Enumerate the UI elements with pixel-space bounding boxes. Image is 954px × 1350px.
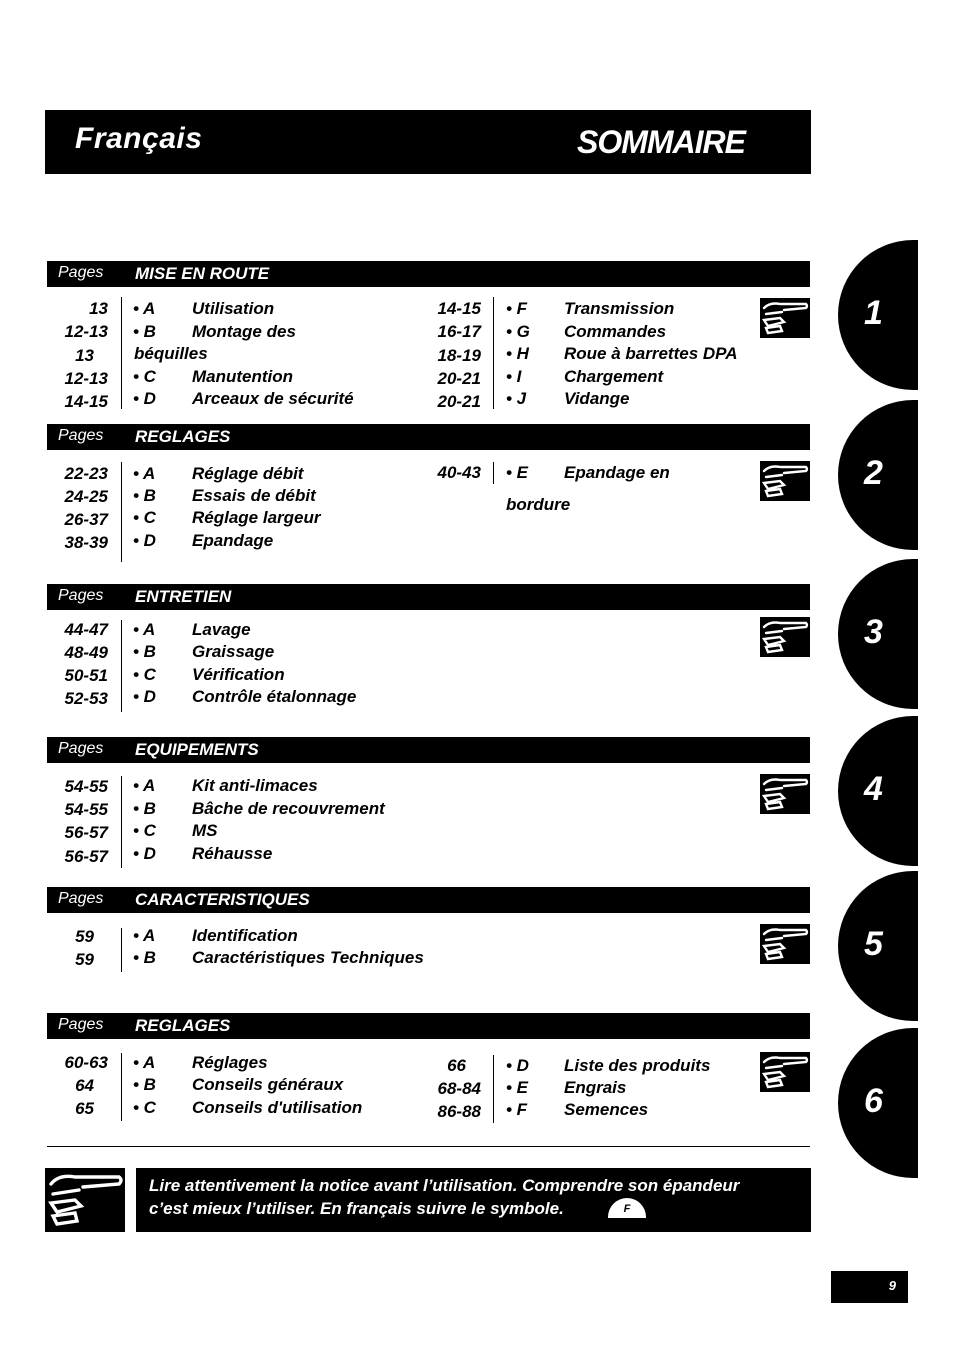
section-bar <box>47 261 810 287</box>
entry-label: Réglages <box>192 1053 268 1072</box>
entry-label: Vérification <box>192 665 285 684</box>
entry-label: Conseils généraux <box>192 1075 344 1094</box>
pointing-hand-icon <box>760 617 810 657</box>
entry-pages: 52-53 <box>64 689 108 708</box>
entry-pages: 48-49 <box>64 643 108 662</box>
pages-label: Pages <box>58 1016 104 1033</box>
entry-letter: • C <box>133 508 156 527</box>
pointing-hand-icon <box>45 1168 125 1232</box>
entry-label: Montage des <box>192 322 296 341</box>
entry-pages: 60-63 <box>64 1053 108 1072</box>
section-bar <box>47 887 810 913</box>
entry-letter: • I <box>506 367 522 386</box>
entry-pages: 64 <box>75 1076 94 1095</box>
page-number: 9 <box>888 1278 896 1293</box>
chapter-tab-1[interactable] <box>838 240 918 390</box>
divider-line <box>121 776 122 868</box>
entry-label: Manutention <box>192 367 294 386</box>
entry-label: Epandage en <box>564 463 670 482</box>
entry-letter: • D <box>133 389 156 408</box>
section-bar <box>47 424 810 450</box>
pointing-hand-icon <box>760 461 810 501</box>
entry-letter: • B <box>133 322 156 341</box>
tab-number: 3 <box>864 613 883 651</box>
entry-letter: • C <box>133 1098 156 1117</box>
entry-pages: 14-15 <box>64 392 108 411</box>
tab-number: 2 <box>864 454 883 492</box>
entry-label: bordure <box>506 495 571 514</box>
entry-label: béquilles <box>134 344 208 363</box>
pointing-hand-icon <box>760 774 810 814</box>
entry-label: Contrôle étalonnage <box>192 687 357 706</box>
entry-pages: 59 <box>75 927 94 946</box>
entry-label: Kit anti-limaces <box>192 776 318 795</box>
entry-letter: • C <box>133 367 156 386</box>
entry-letter: • A <box>133 620 156 639</box>
entry-label: Lavage <box>192 620 251 639</box>
entry-pages: 56-57 <box>64 823 108 842</box>
entry-pages: 54-55 <box>64 800 108 819</box>
section-bar <box>47 1013 810 1039</box>
section-title: MISE EN ROUTE <box>135 264 270 283</box>
entry-pages: 14-15 <box>437 299 481 318</box>
entry-letter: • B <box>133 486 156 505</box>
pointing-hand-icon <box>760 924 810 964</box>
divider-line <box>121 1053 122 1121</box>
chapter-tab-4[interactable] <box>838 716 918 866</box>
entry-pages: 18-19 <box>437 346 481 365</box>
notice-line-2: c’est mieux l’utiliser. En français suivre le symbole. <box>149 1199 564 1218</box>
entry-pages: 54-55 <box>64 777 108 796</box>
entry-label: Conseils d'utilisation <box>192 1098 363 1117</box>
entry-pages: 68-84 <box>437 1079 481 1098</box>
entry-letter: • G <box>506 322 530 341</box>
pages-label: Pages <box>58 264 104 281</box>
entry-pages: 59 <box>75 950 94 969</box>
pointing-hand-icon <box>760 1052 810 1092</box>
entry-letter: • F <box>506 1100 528 1119</box>
section-title: EQUIPEMENTS <box>135 740 259 759</box>
entry-pages: 20-21 <box>437 392 481 411</box>
notice-line-1: Lire attentivement la notice avant l’utilisation. Comprendre son épandeur <box>149 1176 740 1195</box>
divider-line <box>493 462 494 484</box>
language-badge: F <box>608 1198 646 1218</box>
entry-label: Roue à barrettes DPA <box>564 344 738 363</box>
entry-label: Epandage <box>192 531 274 550</box>
entry-letter: • D <box>506 1056 529 1075</box>
entry-pages: 65 <box>75 1099 94 1118</box>
entry-label: Commandes <box>564 322 667 341</box>
page-number-box <box>831 1271 908 1303</box>
entry-letter: • H <box>506 344 529 363</box>
section-title: REGLAGES <box>135 427 231 446</box>
divider-line <box>121 297 122 409</box>
entry-label: Réglage débit <box>192 464 304 483</box>
section-bar <box>47 584 810 610</box>
entry-label: Chargement <box>564 367 664 386</box>
entry-label: Graissage <box>192 642 275 661</box>
entry-pages: 22-23 <box>64 464 108 483</box>
tab-number: 5 <box>864 925 883 963</box>
entry-letter: • A <box>133 926 156 945</box>
entry-pages: 40-43 <box>437 463 481 482</box>
entry-label: Identification <box>192 926 298 945</box>
entry-letter: • B <box>133 799 156 818</box>
entry-pages: 16-17 <box>437 322 481 341</box>
entry-label: Semences <box>564 1100 649 1119</box>
section-title: ENTRETIEN <box>135 587 232 606</box>
divider-line <box>493 297 494 409</box>
divider-line <box>121 928 122 972</box>
section-bar <box>47 737 810 763</box>
entry-pages: 13 <box>89 299 108 318</box>
entry-label: Engrais <box>564 1078 627 1097</box>
entry-label: Bâche de recouvrement <box>192 799 385 818</box>
pointing-hand-icon <box>760 298 810 338</box>
entry-label: Caractéristiques Techniques <box>192 948 424 967</box>
pages-label: Pages <box>58 427 104 444</box>
entry-pages: 38-39 <box>64 533 108 552</box>
entry-letter: • D <box>133 844 156 863</box>
pages-label: Pages <box>58 587 104 604</box>
chapter-tab-3[interactable] <box>838 559 918 709</box>
divider-line <box>121 620 122 712</box>
entry-label: Transmission <box>564 299 675 318</box>
entry-letter: • F <box>506 299 528 318</box>
section-title: REGLAGES <box>135 1016 231 1035</box>
entry-label: Utilisation <box>192 299 275 318</box>
pages-label: Pages <box>58 890 104 907</box>
tab-number: 4 <box>864 770 883 808</box>
entry-label: Arceaux de sécurité <box>192 389 354 408</box>
entry-pages: 44-47 <box>64 620 108 639</box>
entry-pages: 56-57 <box>64 847 108 866</box>
entry-letter: • B <box>133 1075 156 1094</box>
divider-line <box>121 462 122 562</box>
entry-letter: • D <box>133 687 156 706</box>
divider-rule <box>47 1146 810 1147</box>
entry-pages: 20-21 <box>437 369 481 388</box>
entry-pages: 26-37 <box>64 510 108 529</box>
entry-letter: • A <box>133 299 156 318</box>
entry-letter: • C <box>133 821 156 840</box>
page-title: SOMMAIRE <box>577 124 745 160</box>
entry-letter: • B <box>133 948 156 967</box>
entry-letter: • A <box>133 464 156 483</box>
pages-label: Pages <box>58 740 104 757</box>
entry-letter: • B <box>133 642 156 661</box>
entry-letter: • A <box>133 776 156 795</box>
tab-number: 6 <box>864 1082 883 1120</box>
section-title: CARACTERISTIQUES <box>135 890 310 909</box>
entry-letter: • E <box>506 463 529 482</box>
entry-label: Essais de débit <box>192 486 316 505</box>
entry-letter: • D <box>133 531 156 550</box>
notice-box <box>136 1168 811 1232</box>
entry-pages: 24-25 <box>64 487 108 506</box>
entry-label: MS <box>192 821 218 840</box>
entry-pages: 50-51 <box>64 666 108 685</box>
entry-letter: • A <box>133 1053 156 1072</box>
entry-letter: • J <box>506 389 527 408</box>
entry-letter: • E <box>506 1078 529 1097</box>
entry-pages: 12-13 <box>64 322 108 341</box>
divider-line <box>493 1055 494 1123</box>
entry-label: Liste des produits <box>564 1056 711 1075</box>
entry-pages: 86-88 <box>437 1102 481 1121</box>
language-title: Français <box>75 122 203 155</box>
entry-pages: 13 <box>75 346 94 365</box>
entry-label: Réhausse <box>192 844 273 863</box>
entry-pages: 66 <box>447 1056 466 1075</box>
header-banner <box>45 110 811 174</box>
entry-pages: 12-13 <box>64 369 108 388</box>
entry-label: Réglage largeur <box>192 508 321 527</box>
tab-number: 1 <box>864 294 883 332</box>
entry-label: Vidange <box>564 389 630 408</box>
chapter-tab-5[interactable] <box>838 871 918 1021</box>
chapter-tab-2[interactable] <box>838 400 918 550</box>
entry-letter: • C <box>133 665 156 684</box>
chapter-tab-6[interactable] <box>838 1028 918 1178</box>
